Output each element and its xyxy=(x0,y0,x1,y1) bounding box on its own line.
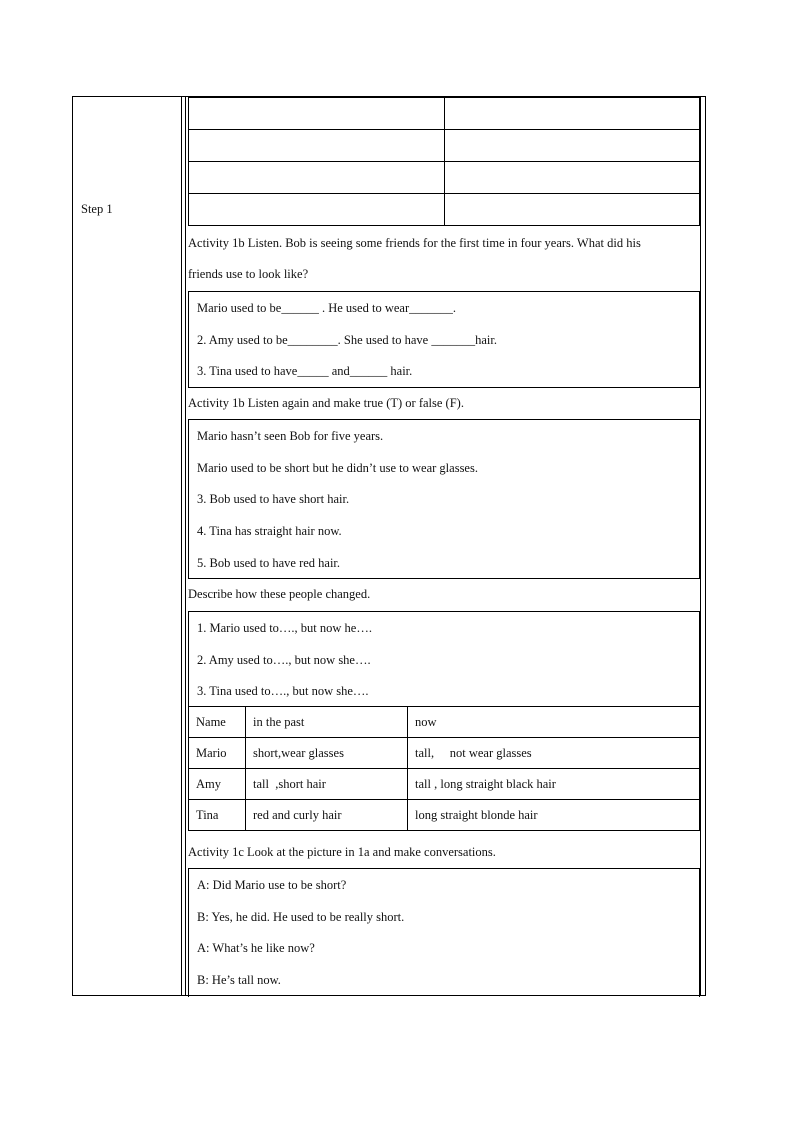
activity2-item: 5. Bob used to have red hair. xyxy=(197,556,341,570)
table-row xyxy=(189,800,700,831)
activity2-box xyxy=(188,419,700,579)
table-row xyxy=(189,738,700,769)
activity3-item: 3. Tina used to…., but now she…. xyxy=(197,684,369,698)
activity3-box xyxy=(188,611,700,707)
step-label: Step 1 xyxy=(81,202,113,216)
table-cell: Tina xyxy=(189,800,246,831)
blank-grid-table xyxy=(188,97,700,226)
activity1-instruction-line1: Activity 1b Listen. Bob is seeing some friends for the first time in four years. What did his xyxy=(188,236,641,250)
table-cell: tall ,short hair xyxy=(246,769,408,800)
activity3-item: 2. Amy used to…., but now she…. xyxy=(197,653,371,667)
table-header-row xyxy=(189,707,700,738)
dialogue-line: B: He’s tall now. xyxy=(197,973,281,987)
dialogue-line: A: Did Mario use to be short? xyxy=(197,878,347,892)
table-cell: tall, not wear glasses xyxy=(408,738,700,769)
table-cell: short,wear glasses xyxy=(246,738,408,769)
activity4-title: Activity 1c Look at the picture in 1a and make conversations. xyxy=(188,845,496,859)
step-column xyxy=(73,97,182,995)
table-cell: Amy xyxy=(189,769,246,800)
activity3-title: Describe how these people changed. xyxy=(188,587,371,601)
header-past: in the past xyxy=(246,707,408,738)
column-divider xyxy=(185,97,186,995)
table-cell: red and curly hair xyxy=(246,800,408,831)
table-cell: long straight blonde hair xyxy=(408,800,700,831)
activity3-item: 1. Mario used to…., but now he…. xyxy=(197,621,372,635)
header-name: Name xyxy=(189,707,246,738)
activity2-item: 4. Tina has straight hair now. xyxy=(197,524,342,538)
header-now: now xyxy=(408,707,700,738)
activity4-box xyxy=(188,868,700,997)
changes-table xyxy=(188,706,700,831)
activity1-box xyxy=(188,291,700,388)
right-edge-line xyxy=(700,97,701,995)
activity2-title: Activity 1b Listen again and make true (T) or false (F). xyxy=(188,396,464,410)
table-cell: tall , long straight black hair xyxy=(408,769,700,800)
table-row xyxy=(189,769,700,800)
activity1-item: Mario used to be______ . He used to wear_______. xyxy=(197,301,456,315)
table-cell: Mario xyxy=(189,738,246,769)
activity1-item: 3. Tina used to have_____ and______ hair. xyxy=(197,364,413,378)
activity1-instruction-line2: friends use to look like? xyxy=(188,267,309,281)
dialogue-line: B: Yes, he did. He used to be really short. xyxy=(197,910,405,924)
activity2-item: 3. Bob used to have short hair. xyxy=(197,492,350,506)
dialogue-line: A: What’s he like now? xyxy=(197,941,315,955)
lesson-table xyxy=(72,96,706,996)
activity2-item: Mario used to be short but he didn’t use to wear glasses. xyxy=(197,461,478,475)
activity1-item: 2. Amy used to be________. She used to have _______hair. xyxy=(197,333,497,347)
activity2-item: Mario hasn’t seen Bob for five years. xyxy=(197,429,384,443)
